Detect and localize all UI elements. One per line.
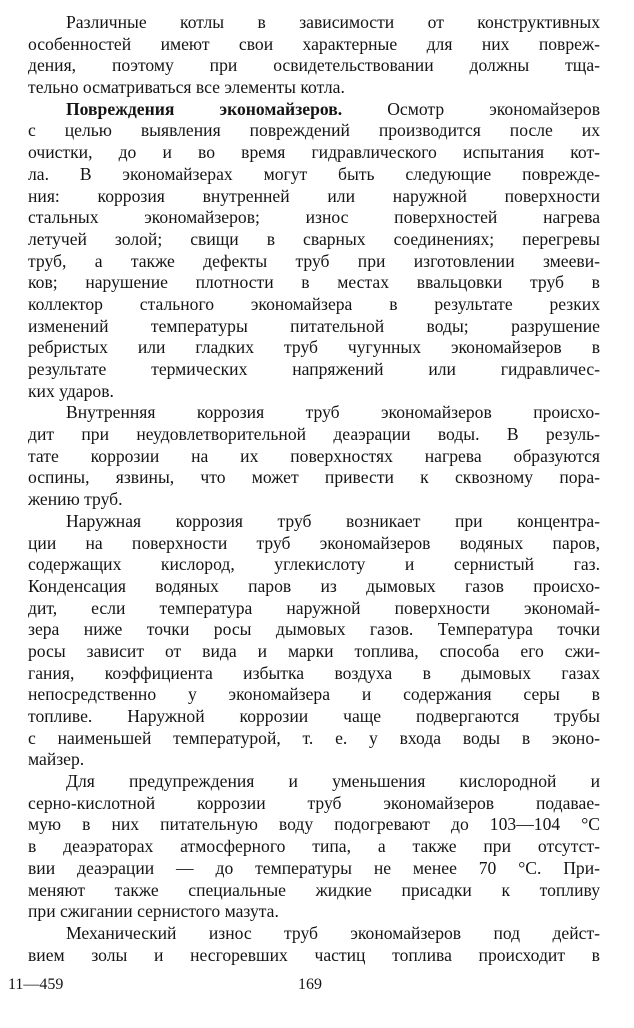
text-line bbox=[28, 337, 600, 359]
text-line bbox=[28, 229, 600, 251]
line-text: Механический износ труб экономайзеров под дейст- bbox=[66, 922, 600, 943]
text-line bbox=[28, 186, 600, 208]
text-line bbox=[28, 901, 600, 923]
line-text: тельно осматриваться все элементы котла. bbox=[28, 77, 345, 98]
line-text: Конденсация водяных паров из дымовых газов происхо- bbox=[28, 575, 600, 596]
text-line bbox=[28, 34, 600, 56]
text-line bbox=[28, 424, 600, 446]
text-line bbox=[28, 641, 600, 663]
line-text: росы зависит от вида и марки топлива, способа его сжи- bbox=[28, 640, 600, 661]
text-line bbox=[28, 814, 600, 836]
line-text: оспины, язвины, что может привести к сквозному пора- bbox=[28, 467, 600, 488]
text-line bbox=[28, 858, 600, 880]
text-line bbox=[28, 402, 600, 424]
text-line bbox=[28, 467, 600, 489]
line-text: Различные котлы в зависимости от конструктивных bbox=[66, 12, 600, 32]
text-line bbox=[28, 706, 600, 728]
line-text: серно-кислотной коррозии труб экономайзеров подавае- bbox=[28, 792, 600, 813]
text-line bbox=[28, 120, 600, 142]
text-line bbox=[28, 598, 600, 620]
text-line bbox=[28, 684, 600, 706]
line-text: летучей золой; свищи в сварных соединениях; перегревы bbox=[28, 228, 600, 249]
line-text: гания, коэффициента избытка воздуха в дымовых газах bbox=[28, 662, 600, 683]
line-text: жению труб. bbox=[28, 489, 123, 510]
text-line bbox=[28, 12, 600, 34]
line-text: вии деаэрации — до температуры не менее 70 °С. При- bbox=[28, 857, 600, 878]
text-line bbox=[28, 77, 600, 99]
paragraph bbox=[28, 511, 600, 771]
line-text: Для предупреждения и уменьшения кислородной и bbox=[66, 771, 600, 792]
text-line bbox=[28, 489, 600, 511]
text-line bbox=[28, 55, 600, 77]
line-text: топливе. Наружной коррозии чаще подвергаются трубы bbox=[28, 706, 600, 726]
line-text: ции на поверхности труб экономайзеров водяных паров, bbox=[28, 532, 600, 553]
line-text: изменений температуры питательной воды; разрушение bbox=[28, 315, 600, 336]
body-text bbox=[28, 12, 600, 966]
paragraph bbox=[28, 771, 600, 923]
line-text: тате коррозии на их поверхностях нагрева образуются bbox=[28, 445, 600, 466]
text-line bbox=[28, 728, 600, 750]
text-line bbox=[28, 793, 600, 815]
page-number: 169 bbox=[298, 976, 322, 993]
text-line bbox=[28, 272, 600, 294]
text-line bbox=[28, 749, 600, 771]
line-text: содержащих кислород, углекислоту и сернистый газ. bbox=[28, 554, 600, 575]
line-text: с целью выявления повреждений производится после их bbox=[28, 120, 600, 141]
line-text: коллектор стального экономайзера в результате резких bbox=[28, 293, 600, 314]
text-line bbox=[28, 836, 600, 858]
text-line bbox=[28, 381, 600, 403]
text-line bbox=[28, 771, 600, 793]
line-text: ких ударов. bbox=[28, 380, 114, 401]
line-text: непосредственно у экономайзера и содержания серы в bbox=[28, 684, 600, 705]
text-line bbox=[28, 316, 600, 338]
text-line bbox=[28, 554, 600, 576]
text-line bbox=[28, 294, 600, 316]
line-text: Внутренняя коррозия труб экономайзеров происхо- bbox=[66, 402, 600, 423]
text-line bbox=[28, 533, 600, 555]
text-line bbox=[28, 663, 600, 685]
line-text: результате термических напряжений или гидравличес- bbox=[28, 359, 600, 379]
section-heading: Повреждения экономайзеров. bbox=[66, 98, 343, 119]
paragraph bbox=[28, 12, 600, 99]
paragraph bbox=[28, 99, 600, 403]
line-text: дит при неудовлетворительной деаэрации воды. В резуль- bbox=[28, 424, 600, 445]
line-text: дит, если температура наружной поверхности экономай- bbox=[28, 597, 600, 618]
line-text: Наружная коррозия труб возникает при концентра- bbox=[66, 510, 600, 531]
text-line bbox=[28, 619, 600, 641]
text-line bbox=[28, 251, 600, 273]
line-text: труб, а также дефекты труб при изготовлении змееви- bbox=[28, 250, 600, 271]
line-text: мую в них питательную воду подогревают до 103—104 °С bbox=[28, 814, 600, 835]
line-text: при сжигании сернистого мазута. bbox=[28, 901, 279, 922]
line-text: особенностей имеют свои характерные для них повреж- bbox=[28, 33, 600, 54]
printer-signature: 11—459 bbox=[8, 976, 64, 993]
line-text: вием золы и несгоревших частиц топлива происходит в bbox=[28, 944, 600, 965]
text-line bbox=[28, 880, 600, 902]
text-line bbox=[28, 99, 600, 121]
text-line bbox=[28, 511, 600, 533]
line-text: ребристых или гладких труб чугунных экономайзеров в bbox=[28, 337, 600, 358]
text-line bbox=[28, 164, 600, 186]
line-text: в деаэраторах атмосферного типа, а также при отсутст- bbox=[28, 836, 600, 857]
line-text: Осмотр экономайзеров bbox=[342, 98, 600, 119]
line-text: ния: коррозия внутренней или наружной поверхности bbox=[28, 185, 600, 206]
line-text: майзер. bbox=[28, 749, 85, 770]
line-text: дения, поэтому при освидетельствовании должны тща- bbox=[28, 55, 600, 76]
line-text: ков; нарушение плотности в местах ввальцовки труб в bbox=[28, 272, 600, 293]
text-line bbox=[28, 446, 600, 468]
line-text: ла. В экономайзерах могут быть следующие поврежде- bbox=[28, 163, 600, 184]
text-line bbox=[28, 576, 600, 598]
line-text: зера ниже точки росы дымовых газов. Температура точки bbox=[28, 619, 600, 640]
text-line bbox=[28, 207, 600, 229]
line-text: очистки, до и во время гидравлического испытания кот- bbox=[28, 142, 600, 163]
line-text: меняют также специальные жидкие присадки к топливу bbox=[28, 879, 600, 900]
text-line bbox=[28, 359, 600, 381]
text-line bbox=[28, 945, 600, 967]
text-line bbox=[28, 142, 600, 164]
line-text: с наименьшей температурой, т. е. у входа воды в эконо- bbox=[28, 727, 600, 748]
text-line bbox=[28, 923, 600, 945]
line-text: стальных экономайзеров; износ поверхностей нагрева bbox=[28, 207, 600, 228]
paragraph bbox=[28, 402, 600, 510]
paragraph bbox=[28, 923, 600, 966]
